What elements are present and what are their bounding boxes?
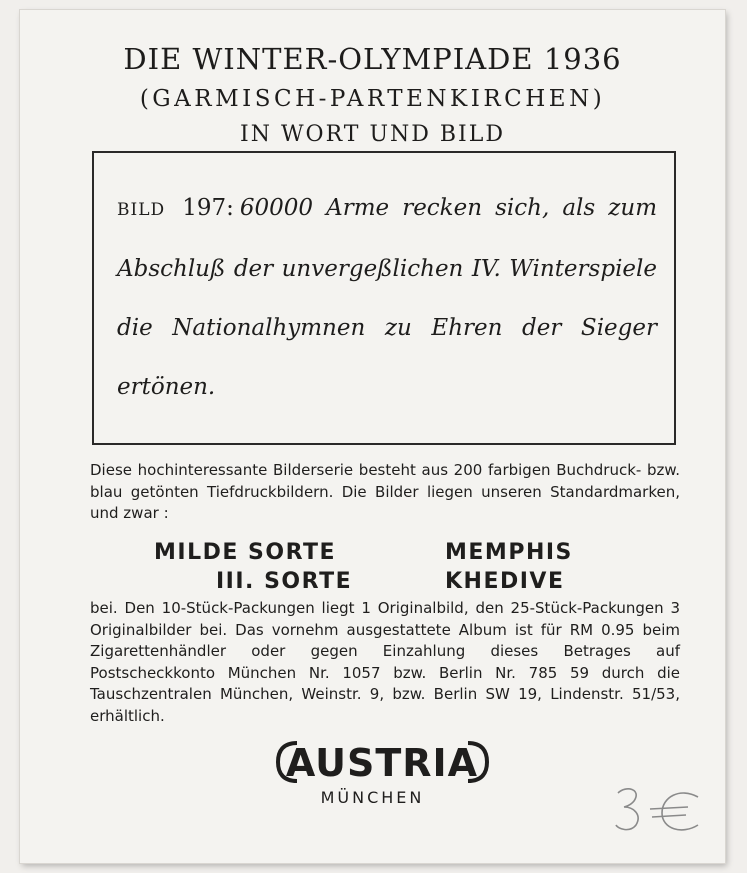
brand-khedive: KHEDIVE: [445, 569, 565, 594]
logo-wordmark: AUSTRIA: [285, 741, 479, 785]
handwritten-price: [610, 783, 710, 843]
caption-text-block: [117, 179, 657, 417]
series-title: DIE WINTER-OLYMPIADE 1936: [123, 42, 622, 76]
brand-iii-sorte: III. SORTE: [216, 569, 353, 594]
album-details: bei. Den 10-Stück-Packungen liegt 1 Originalbild, den 25-Stück-Packungen 3 Originalbilder bei. Das vornehm ausgestattete Album ist für RM 0.95 beim Zigarettenhändler oder gegen Einzahlung dieses Betrages auf Postscheckkonto München Nr. 1057 bzw. Berlin Nr. 785 59 durch die Tauschzentralen München, Weinstr. 9, bzw. Berlin SW 19, Lindenstr. 51/53, erhältlich.: [90, 599, 680, 725]
caption-number: 197:: [182, 195, 234, 221]
caption-label: BILD: [117, 200, 166, 220]
caption-box: [92, 151, 676, 445]
brand-milde-sorte: MILDE SORTE: [154, 540, 337, 565]
brand-memphis: MEMPHIS: [445, 540, 573, 565]
cigarette-card-back: [20, 10, 725, 863]
logo-city: MÜNCHEN: [320, 788, 425, 807]
series-description: Diese hochinteressante Bilderserie besteht aus 200 farbigen Buchdruck- bzw. blau getönten Tiefdruckbildern. Die Bilder liegen unseren Standardmarken, und zwar :: [90, 461, 680, 522]
series-subtitle: IN WORT UND BILD: [240, 122, 505, 147]
caption-text: 60000 Arme recken sich, als zum Abschluß der unvergeßlichen IV. Winterspiele die Nationalhymnen zu Ehren der Sieger ertönen.: [117, 195, 658, 400]
series-location: (GARMISCH-PARTENKIRCHEN): [139, 86, 606, 112]
austria-logo: [275, 737, 490, 787]
